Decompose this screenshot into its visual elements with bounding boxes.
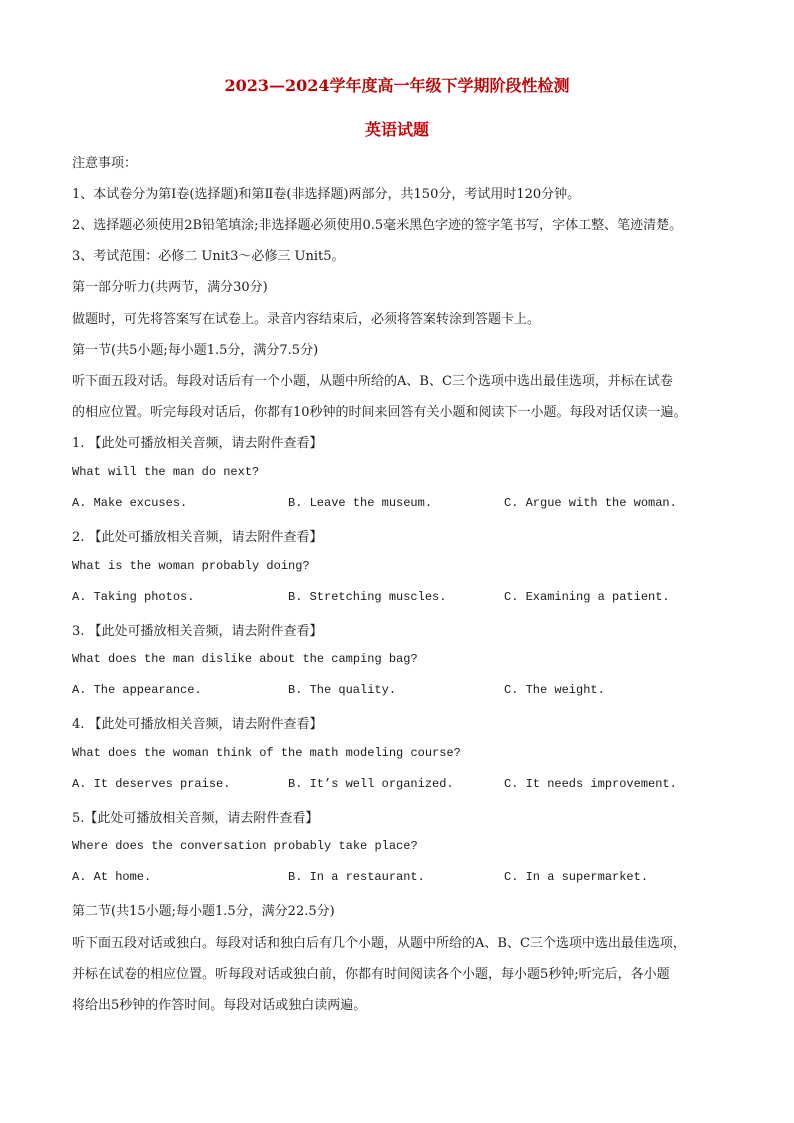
- question-label: 4. 【此处可播放相关音频，请去附件查看】: [72, 717, 323, 732]
- notice-item-3: 3、考试范围：必修二 Unit3～必修三 Unit5。: [72, 249, 345, 264]
- option-a: A. The appearance.: [72, 683, 202, 697]
- section2-instruction: 并标在试卷的相应位置。听每段对话或独白前，你都有时间阅读各个小题，每小题5秒钟;听完后，各小题: [72, 967, 670, 982]
- option-b: B. Stretching muscles.: [288, 590, 447, 604]
- question-label: 3. 【此处可播放相关音频，请去附件查看】: [72, 624, 323, 639]
- option-c: C. Examining a patient.: [504, 590, 670, 604]
- part1-instruction: 做题时，可先将答案写在试卷上。录音内容结束后，必须将答案转涂到答题卡上。: [72, 312, 541, 327]
- section1-instruction: 的相应位置。听完每段对话后，你都有10秒钟的时间来回答有关小题和阅读下一小题。每段对话仅读一遍。: [72, 405, 687, 420]
- question-text: What will the man do next?: [72, 465, 260, 479]
- notice-heading: 注意事项：: [72, 156, 138, 171]
- section1-instruction: 听下面五段对话。每段对话后有一个小题，从题中所给的A、B、C三个选项中选出最佳选项，并标在试卷: [72, 374, 673, 389]
- part1-heading: 第一部分听力(共两节，满分30分): [72, 280, 268, 295]
- section2-instruction: 将给出5秒钟的作答时间。每段对话或独白读两遍。: [72, 998, 367, 1013]
- question-text: What is the woman probably doing?: [72, 559, 310, 573]
- question-label: 1. 【此处可播放相关音频，请去附件查看】: [72, 436, 323, 451]
- option-c: C. In a supermarket.: [504, 870, 649, 884]
- option-b: B. The quality.: [288, 683, 397, 697]
- option-b: B. Leave the museum.: [288, 496, 433, 510]
- question-text: What does the woman think of the math modeling course?: [72, 746, 461, 760]
- option-a: A. At home.: [72, 870, 152, 884]
- page-subtitle: 英语试题: [364, 120, 429, 139]
- option-b: B. In a restaurant.: [288, 870, 425, 884]
- option-b: B. It’s well organized.: [288, 777, 454, 791]
- option-a: A. Make excuses.: [72, 496, 188, 510]
- option-a: A. Taking photos.: [72, 590, 195, 604]
- notice-item-2: 2、选择题必须使用2B铅笔填涂;非选择题必须使用0.5毫米黑色字迹的签字笔书写，字体工整、笔迹清楚。: [72, 218, 683, 233]
- question-text: Where does the conversation probably take place?: [72, 839, 418, 853]
- option-c: C. It needs improvement.: [504, 777, 677, 791]
- option-a: A. It deserves praise.: [72, 777, 231, 791]
- section1-heading: 第一节(共5小题;每小题1.5分，满分7.5分): [72, 343, 319, 358]
- option-c: C. Argue with the woman.: [504, 496, 677, 510]
- section2-instruction: 听下面五段对话或独白。每段对话和独白后有几个小题，从题中所给的A、B、C三个选项中选出最佳选项，: [72, 936, 686, 951]
- option-c: C. The weight.: [504, 683, 605, 697]
- notice-item-1: 1、本试卷分为第Ⅰ卷(选择题)和第Ⅱ卷(非选择题)两部分，共150分，考试用时120分钟。: [72, 187, 581, 202]
- question-text: What does the man dislike about the camping bag?: [72, 652, 418, 666]
- section2-heading: 第二节(共15小题;每小题1.5分，满分22.5分): [72, 904, 335, 919]
- question-label: 2. 【此处可播放相关音频，请去附件查看】: [72, 530, 323, 545]
- question-label: 5.【此处可播放相关音频，请去附件查看】: [72, 811, 319, 826]
- page-title: 2023—2024学年度高一年级下学期阶段性检测: [224, 76, 570, 95]
